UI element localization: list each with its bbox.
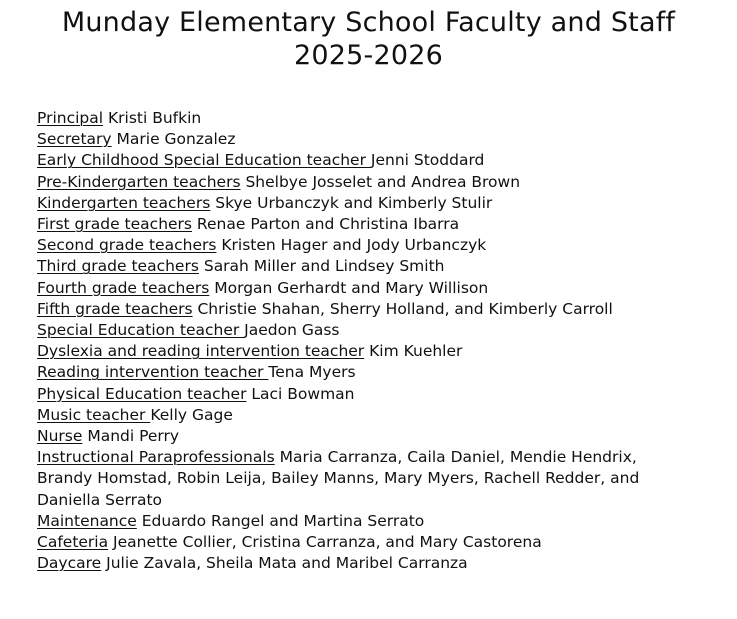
staff-entry-special-education	[37, 320, 697, 341]
staff-entry-third-grade	[37, 256, 697, 277]
role-label: Cafeteria	[37, 533, 109, 552]
staff-entry-kindergarten	[37, 193, 697, 214]
staff-entry-second-grade	[37, 235, 697, 256]
staff-names: Shelbye Josselet and Andrea Brown	[240, 172, 521, 191]
role-label: Physical Education teacher	[37, 384, 247, 403]
role-label: Third grade teachers	[37, 257, 199, 276]
role-label: Fifth grade teachers	[37, 299, 193, 318]
role-label: Special Education teacher	[37, 321, 245, 340]
staff-entry-dyslexia	[37, 341, 697, 362]
staff-entry-fifth-grade	[37, 299, 697, 320]
staff-entry-secretary	[37, 129, 697, 150]
document-title	[0, 6, 737, 72]
staff-names: Eduardo Rangel and Martina Serrato	[136, 511, 425, 530]
role-label: Instructional Paraprofessionals	[37, 448, 275, 467]
staff-names: Morgan Gerhardt and Mary Willison	[209, 278, 489, 297]
staff-names: Kim Kuehler	[364, 342, 463, 361]
role-label: Nurse	[37, 427, 83, 446]
staff-names: Skye Urbanczyk and Kimberly Stulir	[210, 193, 493, 212]
staff-names: Kristen Hager and Jody Urbanczyk	[216, 236, 487, 255]
staff-names: Renae Parton and Christina Ibarra	[192, 215, 460, 234]
role-label: Principal	[37, 109, 104, 127]
document-title-line-2: 2025-2026	[294, 40, 443, 71]
role-label: Pre-Kindergarten teachers	[37, 172, 241, 191]
staff-names: Maria Carranza, Caila Daniel, Mendie Hendrix, Brandy Homstad, Robin Leija, Bailey Manns, Mary Myers, Rachell Redder, and Daniella Serrato	[37, 448, 640, 509]
role-label: Second grade teachers	[37, 236, 217, 255]
staff-names: Sarah Miller and Lindsey Smith	[198, 257, 445, 276]
staff-entry-music	[37, 405, 697, 426]
role-label: Reading intervention teacher	[37, 363, 269, 382]
staff-entry-paraprofessionals	[37, 447, 697, 511]
staff-entry-cafeteria	[37, 532, 697, 553]
document-title-line-1: Munday Elementary School Faculty and Staff	[61, 7, 676, 38]
staff-entry-early-childhood-sped	[37, 150, 697, 171]
role-label: Daycare	[37, 554, 102, 573]
staff-entry-principal	[37, 108, 697, 129]
staff-names: Laci Bowman	[246, 384, 355, 403]
role-label: First grade teachers	[37, 215, 192, 234]
staff-names: Marie Gonzalez	[111, 130, 236, 149]
role-label: Kindergarten teachers	[37, 193, 211, 212]
staff-names: Julie Zavala, Sheila Mata and Maribel Carranza	[101, 554, 468, 573]
role-label: Fourth grade teachers	[37, 278, 210, 297]
staff-names: Kelly Gage	[150, 405, 233, 424]
staff-names: Tena Myers	[268, 363, 356, 382]
staff-entry-daycare	[37, 553, 697, 574]
staff-names: Mandi Perry	[82, 427, 180, 446]
role-label: Secretary	[37, 130, 112, 149]
staff-entry-physical-education	[37, 384, 697, 405]
staff-names: Jaedon Gass	[244, 321, 340, 340]
role-label: Music teacher	[37, 405, 151, 424]
staff-entry-pre-k	[37, 172, 697, 193]
staff-entry-first-grade	[37, 214, 697, 235]
staff-names: Christie Shahan, Sherry Holland, and Kimberly Carroll	[192, 299, 613, 318]
staff-names: Jeanette Collier, Cristina Carranza, and Mary Castorena	[108, 533, 542, 552]
role-label: Maintenance	[37, 511, 137, 530]
role-label: Early Childhood Special Education teacher	[37, 151, 371, 170]
staff-entry-fourth-grade	[37, 278, 697, 299]
staff-names: Jenni Stoddard	[370, 151, 485, 170]
staff-list	[37, 108, 697, 574]
staff-entry-maintenance	[37, 511, 697, 532]
role-label: Dyslexia and reading intervention teacher	[37, 342, 365, 361]
staff-names: Kristi Bufkin	[103, 109, 202, 127]
staff-entry-nurse	[37, 426, 697, 447]
staff-entry-reading-intervention	[37, 362, 697, 383]
